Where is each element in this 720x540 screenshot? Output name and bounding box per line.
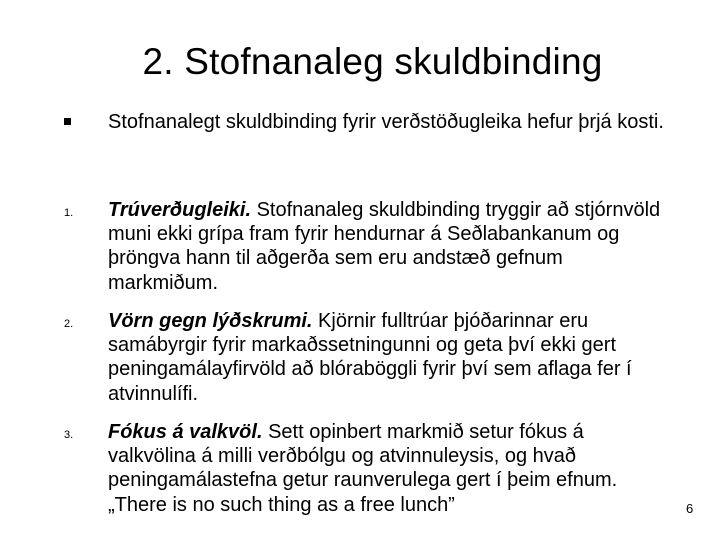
list-item-text: Sett opinbert markmið setur fókus á valkvölina á milli verðbólgu og atvinnuleysis, og hvað peningamálastefna getur raunverulega gert í þeim efnum. „There is no such thing as a free lunch” — [108, 421, 618, 516]
slide-title: 2. Stofnanaleg skuldbinding — [142, 41, 603, 82]
intro-paragraph: Stofnanalegt skuldbinding fyrir verðstöðugleika hefur þrjá kosti. — [108, 111, 664, 133]
list-marker-1: 1. — [64, 207, 74, 219]
page-number: 6 — [686, 501, 694, 516]
list-item-credibility — [108, 198, 668, 295]
list-item-lead: Trúverðugleiki. — [108, 199, 252, 221]
list-item-populism — [108, 309, 668, 406]
list-marker-2: 2. — [64, 318, 74, 330]
list-item-text: Kjörnir fulltrúar þjóðarinnar eru samábyrgir fyrir markaðssetningunni og geta því ekki gert peningamálayfirvöld að blóraböggli fyrir því sem aflaga fer í atvinnulífi. — [108, 310, 632, 405]
list-item-text: Stofnanaleg skuldbinding tryggir að stjórnvöld muni ekki grípa fram fyrir hendurnar á Seðlabankanum og þröngva hann til aðgerða sem eru andstæð gefnum markmiðum. — [108, 199, 661, 294]
square-bullet-icon — [64, 118, 71, 125]
list-item-lead: Fókus á valkvöl. — [108, 421, 263, 443]
list-item-tradeoff — [108, 420, 668, 517]
list-item-lead: Vörn gegn lýðskrumi. — [108, 310, 313, 332]
list-marker-3: 3. — [64, 429, 74, 441]
